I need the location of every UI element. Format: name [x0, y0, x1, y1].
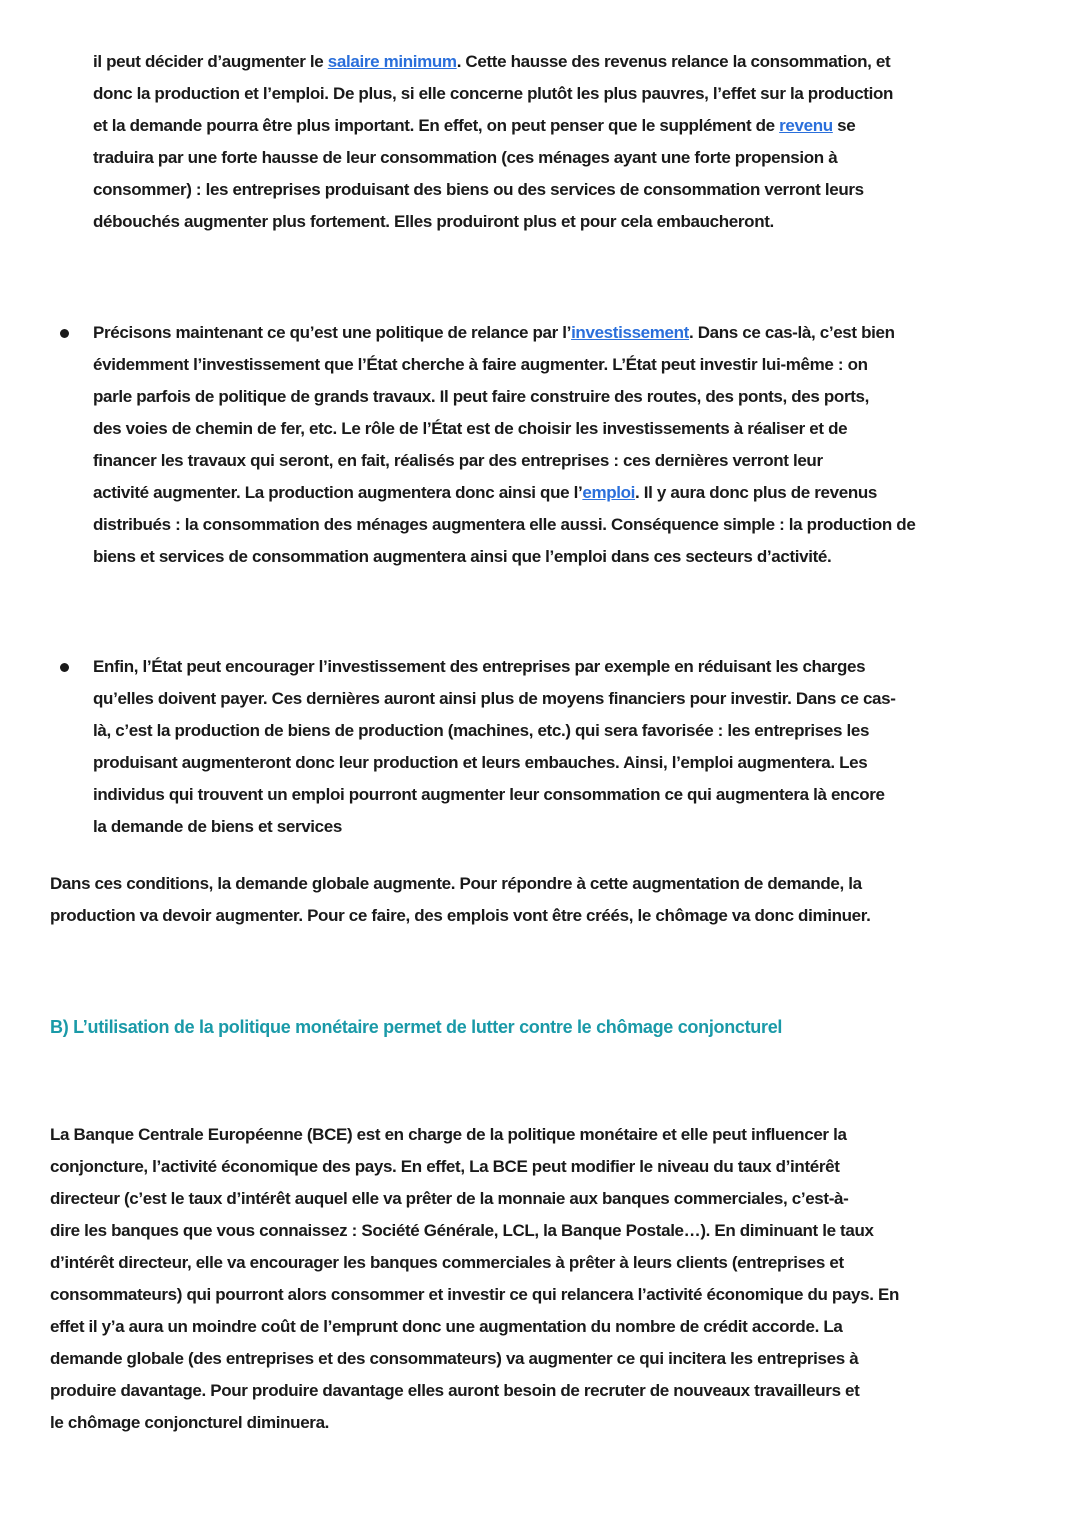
text-segment: traduira par une forte hausse de leur consommation (ces ménages ayant une forte propension à: [93, 148, 838, 167]
text-line: [93, 349, 915, 381]
text-segment: le chômage conjoncturel diminuera.: [50, 1413, 330, 1432]
text-segment: . Cette hausse des revenus relance la consommation, et: [456, 52, 891, 71]
text-segment: distribués : la consommation des ménages augmentera elle aussi. Conséquence simple : la production de: [93, 515, 916, 534]
text-segment: Précisons maintenant ce qu’est une politique de relance par l’: [93, 323, 572, 342]
text-segment: il peut décider d’augmenter le: [93, 52, 328, 71]
text-segment: activité augmenter. La production augmentera donc ainsi que l’: [93, 483, 583, 502]
inline-link[interactable]: revenu: [779, 116, 833, 135]
text-line: [93, 651, 896, 683]
text-line: [93, 811, 896, 843]
text-line: [93, 46, 893, 78]
text-line: [93, 381, 915, 413]
text-line: [93, 509, 915, 541]
text-segment: évidemment l’investissement que l’État cherche à faire augmenter. L’État peut investir lui-même : on: [93, 355, 868, 374]
bullet-icon: [60, 329, 69, 338]
text-segment: biens et services de consommation augmentera ainsi que l’emploi dans ces secteurs d’activité.: [93, 547, 832, 566]
text-segment: là, c’est la production de biens de production (machines, etc.) qui sera favorisée : les entreprises les: [93, 721, 870, 740]
text-segment: demande globale (des entreprises et des consommateurs) va augmenter ce qui incitera les entreprises à: [50, 1349, 859, 1368]
text-segment: consommateurs) qui pourront alors consommer et investir ce qui relancera l’activité économique du pays. En: [50, 1285, 900, 1304]
text-segment: production va devoir augmenter. Pour ce faire, des emplois vont être créés, le chômage va donc diminuer.: [50, 906, 871, 925]
bullet-investissement: [93, 317, 915, 573]
text-segment: Enfin, l’État peut encourager l’investissement des entreprises par exemple en réduisant les charges: [93, 657, 866, 676]
text-segment: La Banque Centrale Européenne (BCE) est en charge de la politique monétaire et elle peut influencer la: [50, 1125, 847, 1144]
text-segment: dire les banques que vous connaissez : Société Générale, LCL, la Banque Postale…). En diminuant le taux: [50, 1221, 874, 1240]
text-segment: des voies de chemin de fer, etc. Le rôle de l’État est de choisir les investissements à réaliser et de: [93, 419, 848, 438]
text-line: [50, 1343, 899, 1375]
text-line: [50, 1151, 899, 1183]
text-segment: débouchés augmenter plus fortement. Elles produiront plus et pour cela embaucheront.: [93, 212, 774, 231]
text-line: [50, 1375, 899, 1407]
text-segment: . Dans ce cas-là, c’est bien: [689, 323, 895, 342]
text-line: [50, 1279, 899, 1311]
text-line: [93, 779, 896, 811]
para-conclusion: [50, 868, 870, 932]
text-segment: parle parfois de politique de grands travaux. Il peut faire construire des routes, des ponts, des ports,: [93, 387, 870, 406]
text-line: [93, 174, 893, 206]
para-bce: [50, 1119, 899, 1439]
inline-link[interactable]: salaire minimum: [327, 52, 457, 71]
section-heading: B) L’utilisation de la politique monétaire permet de lutter contre le chômage conjoncturel: [50, 1017, 783, 1037]
text-segment: consommer) : les entreprises produisant des biens ou des services de consommation verront leurs: [93, 180, 864, 199]
text-line: [50, 1407, 899, 1439]
text-segment: et la demande pourra être plus important. En effet, on peut penser que le supplément de: [93, 116, 780, 135]
text-segment: la demande de biens et services: [93, 817, 342, 836]
text-line: [50, 1311, 899, 1343]
para-salaire: [93, 46, 893, 238]
text-line: [93, 206, 893, 238]
text-line: [50, 1247, 899, 1279]
text-segment: financer les travaux qui seront, en fait, réalisés par des entreprises : ces dernières verront leur: [93, 451, 823, 470]
text-line: [50, 868, 870, 900]
text-line: [93, 142, 893, 174]
text-segment: qu’elles doivent payer. Ces dernières auront ainsi plus de moyens financiers pour investir. Dans ce cas-: [93, 689, 896, 708]
text-line: [50, 1119, 899, 1151]
text-segment: . Il y aura donc plus de revenus: [635, 483, 878, 502]
text-segment: produire davantage. Pour produire davantage elles auront besoin de recruter de nouveaux travailleurs et: [50, 1381, 860, 1400]
text-segment: conjoncture, l’activité économique des pays. En effet, La BCE peut modifier le niveau du taux d’intérêt: [50, 1157, 840, 1176]
text-line: [50, 900, 870, 932]
text-line: [93, 110, 893, 142]
text-line: [93, 683, 896, 715]
text-segment: Dans ces conditions, la demande globale augmente. Pour répondre à cette augmentation de demande, la: [50, 874, 862, 893]
text-line: [50, 1183, 899, 1215]
text-line: [50, 1215, 899, 1247]
text-segment: d’intérêt directeur, elle va encourager les banques commerciales à prêter à leurs clients (entreprises et: [50, 1253, 844, 1272]
text-line: [93, 445, 915, 477]
text-segment: produisant augmenteront donc leur production et leurs embauches. Ainsi, l’emploi augmentera. Les: [93, 753, 868, 772]
text-line: [93, 715, 896, 747]
text-line: [93, 541, 915, 573]
text-line: [93, 317, 915, 349]
text-line: [93, 78, 893, 110]
text-line: [93, 413, 915, 445]
text-line: [93, 747, 896, 779]
inline-link[interactable]: emploi: [582, 483, 636, 502]
text-segment: individus qui trouvent un emploi pourront augmenter leur consommation ce qui augmentera là encore: [93, 785, 885, 804]
inline-link[interactable]: investissement: [571, 323, 689, 342]
text-segment: se: [832, 116, 856, 135]
text-segment: directeur (c’est le taux d’intérêt auquel elle va prêter de la monnaie aux banques commerciales, c’est-à-: [50, 1189, 849, 1208]
bullet-icon: [60, 663, 69, 672]
text-segment: donc la production et l’emploi. De plus, si elle concerne plutôt les plus pauvres, l’effet sur la production: [93, 84, 894, 103]
text-segment: effet il y’a aura un moindre coût de l’emprunt donc une augmentation du nombre de crédit accorde. La: [50, 1317, 843, 1336]
bullet-charges: [93, 651, 896, 843]
text-line: [93, 477, 915, 509]
